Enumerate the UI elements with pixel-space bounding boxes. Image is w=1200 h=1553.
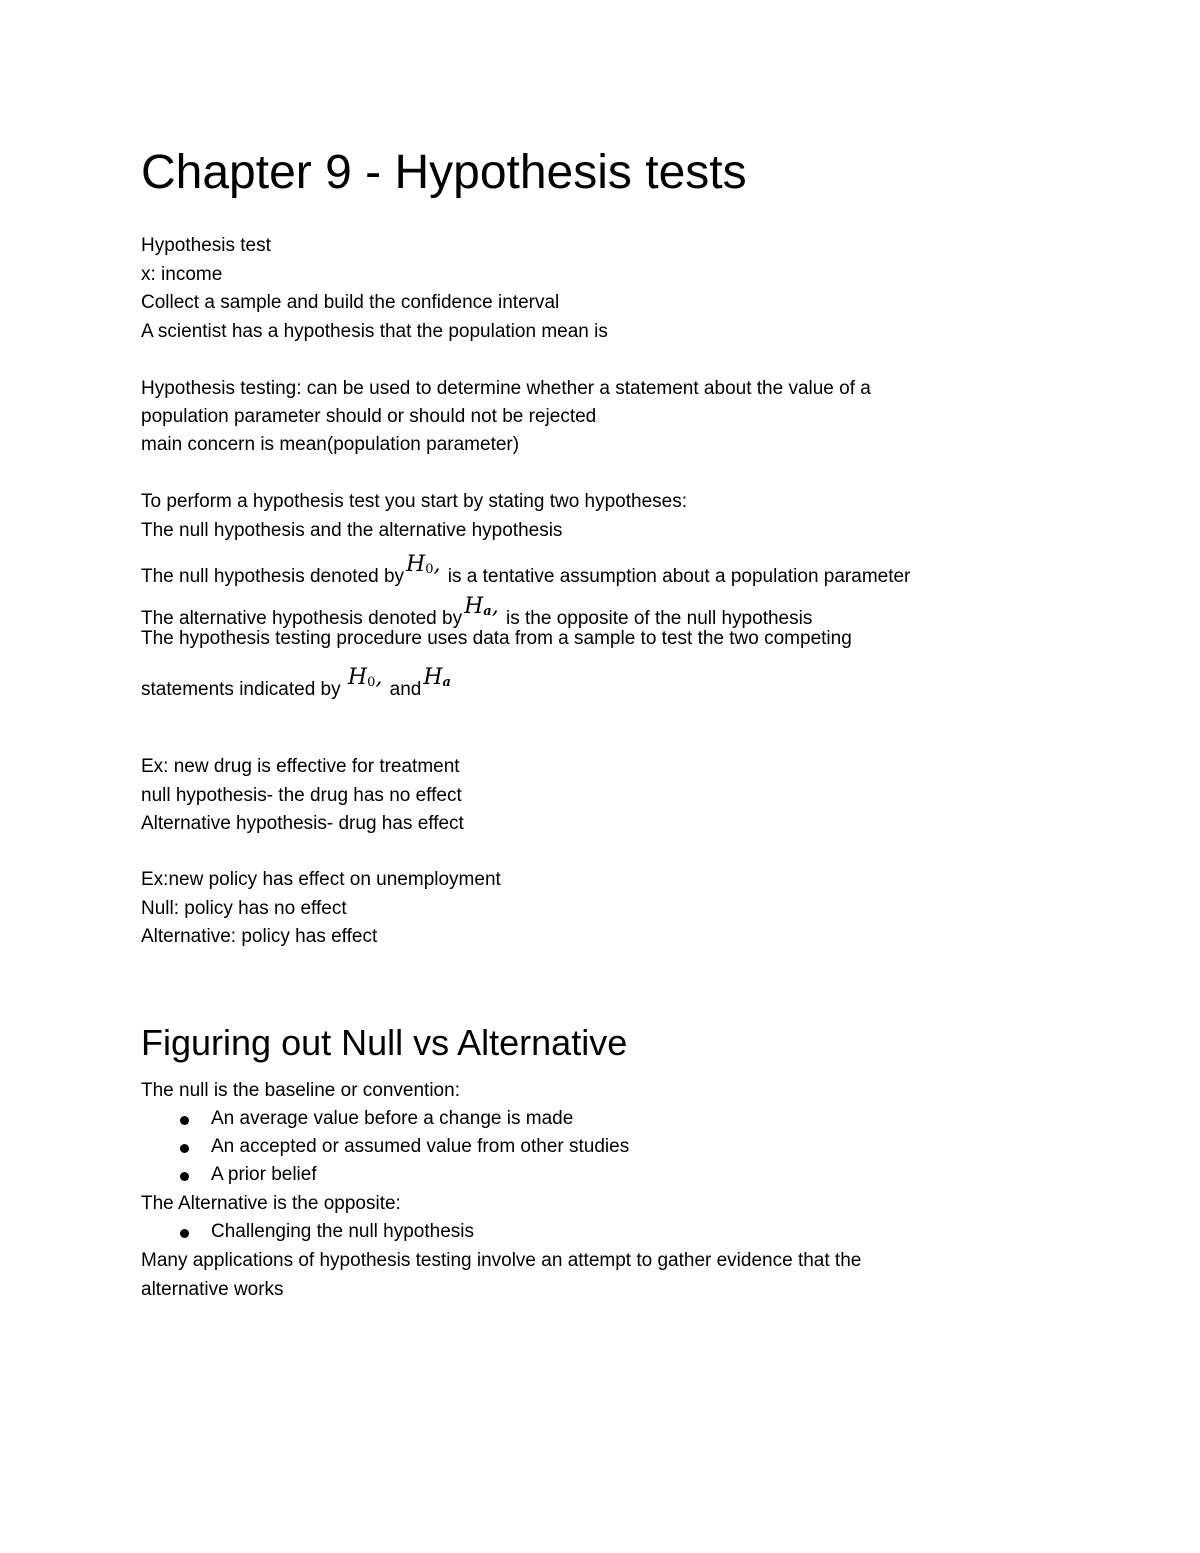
ha-symbol: $H_a$, <box>464 594 499 619</box>
hypotheses-line-2: The null hypothesis and the alternative hypothesis <box>141 520 563 541</box>
procedure-line-1: The hypothesis testing procedure uses data from a sample to test the two competing <box>141 628 852 649</box>
definition-line-1: Hypothesis testing: can be used to determine whether a statement about the value of a <box>141 378 871 399</box>
list-item: A prior belief <box>211 1164 317 1185</box>
example2-line-1: Ex:new policy has effect on unemployment <box>141 869 501 890</box>
list-item: An average value before a change is made <box>211 1108 574 1129</box>
null-intro: The null is the baseline or convention: <box>141 1080 460 1101</box>
procedure-prefix: statements indicated by <box>141 679 341 700</box>
document-page <box>141 0 1041 1553</box>
null-line-prefix: The null hypothesis denoted by <box>141 566 405 587</box>
example2-line-2: Null: policy has no effect <box>141 898 347 919</box>
hypotheses-line-1: To perform a hypothesis test you start by stating two hypotheses: <box>141 491 687 512</box>
example1-line-3: Alternative hypothesis- drug has effect <box>141 813 464 834</box>
procedure-and: and <box>384 679 422 700</box>
bullet-dot <box>180 1144 189 1153</box>
null-hypothesis-line <box>141 554 910 591</box>
bullet-dot <box>180 1229 189 1238</box>
h0-symbol-2: $H_0$, <box>347 665 383 690</box>
closing-line-2: alternative works <box>141 1279 284 1300</box>
procedure-line-2 <box>141 667 453 704</box>
closing-line-1: Many applications of hypothesis testing involve an attempt to gather evidence that the <box>141 1250 862 1271</box>
intro-line-4: A scientist has a hypothesis that the population mean is <box>141 321 608 342</box>
null-line-suffix: is a tentative assumption about a population parameter <box>442 566 911 587</box>
list-item: An accepted or assumed value from other studies <box>211 1136 630 1157</box>
h0-symbol: $H_0$, <box>406 552 441 577</box>
example2-line-3: Alternative: policy has effect <box>141 926 378 947</box>
definition-line-3: main concern is mean(population parameter) <box>141 434 520 455</box>
bullet-dot <box>180 1172 189 1181</box>
ha-symbol-2: $H_a$ <box>423 665 451 690</box>
intro-line-3: Collect a sample and build the confidence interval <box>141 292 560 313</box>
section-heading: Figuring out Null vs Alternative <box>141 1022 628 1063</box>
alt-intro: The Alternative is the opposite: <box>141 1193 401 1214</box>
alt-line-suffix: is the opposite of the null hypothesis <box>500 608 813 629</box>
alt-line-prefix: The alternative hypothesis denoted by <box>141 608 463 629</box>
page-title: Chapter 9 - Hypothesis tests <box>141 146 747 199</box>
definition-line-2: population parameter should or should not be rejected <box>141 406 597 427</box>
intro-line-2: x: income <box>141 264 223 285</box>
example1-line-1: Ex: new drug is effective for treatment <box>141 756 460 777</box>
intro-line-1: Hypothesis test <box>141 235 271 256</box>
list-item: Challenging the null hypothesis <box>211 1221 475 1242</box>
example1-line-2: null hypothesis- the drug has no effect <box>141 785 462 806</box>
bullet-dot <box>180 1116 189 1125</box>
